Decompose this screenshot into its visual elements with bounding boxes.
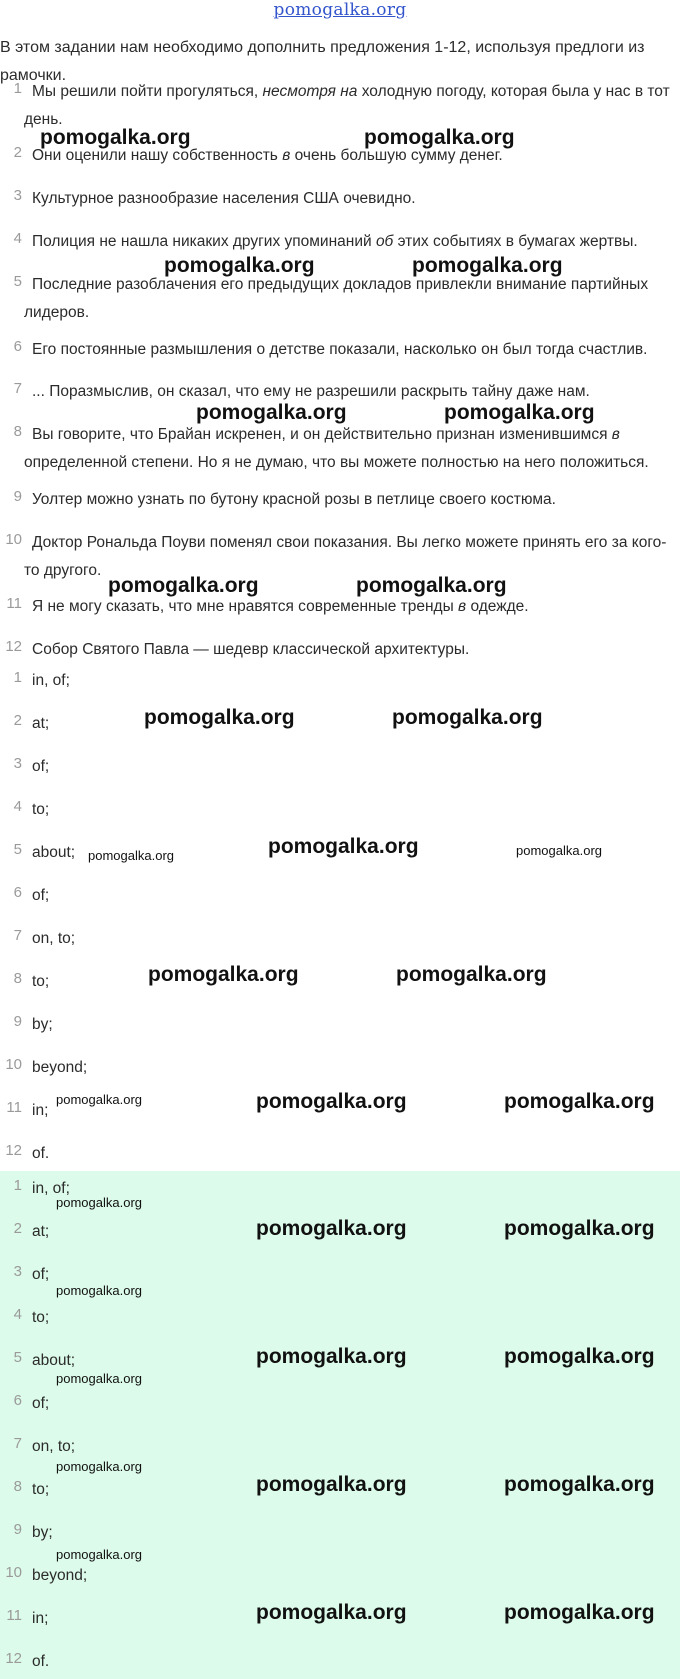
sentence-text	[24, 421, 670, 477]
watermark: pomogalka.org	[356, 574, 507, 597]
answer-text: of.	[32, 1145, 50, 1162]
answer-text: of;	[32, 1266, 50, 1283]
answer-text: in, of;	[32, 672, 70, 689]
sentence-text	[32, 486, 678, 514]
watermark: pomogalka.org	[56, 1459, 142, 1474]
answer-number: 3	[13, 755, 22, 772]
answer-text: on, to;	[32, 930, 76, 947]
answer-number: 7	[13, 927, 22, 944]
answer-text: at;	[32, 715, 50, 732]
watermark: pomogalka.org	[364, 126, 515, 149]
sentence-text-part: Доктор Рональда Поуви поменял свои показания. Вы легко можете принять его за кого-то другого.	[24, 534, 667, 579]
answer-number: 12	[5, 1650, 22, 1667]
answer-number: 4	[13, 798, 22, 815]
watermark: pomogalka.org	[412, 254, 563, 277]
answer-number: 10	[5, 1056, 22, 1073]
answer-number: 2	[13, 1220, 22, 1237]
answer-text: about;	[32, 844, 76, 861]
sentence-text-part: одежде.	[466, 598, 529, 615]
watermark: pomogalka.org	[516, 843, 602, 858]
watermark: pomogalka.org	[256, 1601, 407, 1624]
sentence-number: 11	[6, 595, 22, 612]
watermark: pomogalka.org	[56, 1371, 142, 1386]
watermark: pomogalka.org	[108, 574, 259, 597]
answer-text: of.	[32, 1653, 50, 1670]
answer-text: to;	[32, 973, 50, 990]
answer-number: 6	[13, 1392, 22, 1409]
answer-number: 11	[6, 1607, 22, 1624]
watermark: pomogalka.org	[256, 1217, 407, 1240]
sentence-text-part: Я не могу сказать, что мне нравятся современные тренды	[32, 598, 459, 615]
site-header[interactable]	[0, 0, 680, 20]
watermark: pomogalka.org	[144, 706, 295, 729]
sentence-number: 7	[13, 380, 22, 397]
watermark: pomogalka.org	[88, 848, 174, 863]
sentence-emphasis: об	[375, 233, 394, 250]
watermark: pomogalka.org	[56, 1547, 142, 1562]
answer-text: in;	[32, 1610, 49, 1627]
watermark: pomogalka.org	[256, 1473, 407, 1496]
sentence-text-part: Уолтер можно узнать по бутону красной розы в петлице своего костюма.	[32, 491, 556, 508]
watermark: pomogalka.org	[164, 254, 315, 277]
watermark: pomogalka.org	[504, 1217, 655, 1240]
sentence-text-part: ... Поразмыслив, он сказал, что ему не разрешили раскрыть тайну даже нам.	[32, 383, 590, 400]
answer-number: 7	[13, 1435, 22, 1452]
watermark: pomogalka.org	[40, 126, 191, 149]
answer-number: 1	[13, 1177, 22, 1194]
answer-text: of;	[32, 1395, 50, 1412]
watermark: pomogalka.org	[392, 706, 543, 729]
sentence-text-part: холодную погоду, которая была у нас в тот день.	[24, 83, 670, 128]
sentence-number: 2	[13, 144, 22, 161]
answer-number: 8	[13, 970, 22, 987]
answer-number: 1	[13, 669, 22, 686]
watermark: pomogalka.org	[148, 963, 299, 986]
answer-number: 11	[6, 1099, 22, 1116]
sentence-emphasis: несмотря на	[262, 83, 358, 100]
watermark: pomogalka.org	[196, 401, 347, 424]
watermark: pomogalka.org	[504, 1473, 655, 1496]
sentence-number: 4	[13, 230, 22, 247]
sentence-emphasis: в	[458, 598, 467, 615]
watermark: pomogalka.org	[256, 1345, 407, 1368]
answer-number: 10	[5, 1564, 22, 1581]
answer-text: in;	[32, 1102, 49, 1119]
watermark: pomogalka.org	[504, 1601, 655, 1624]
answer-text: by;	[32, 1016, 53, 1033]
answer-text: on, to;	[32, 1438, 76, 1455]
sentence-text-part: очень большую сумму денег.	[290, 147, 503, 164]
sentence-number: 1	[13, 80, 22, 97]
watermark: pomogalka.org	[256, 1090, 407, 1113]
sentence-text-part: Они оценили нашу собственность	[32, 147, 283, 164]
sentence-text	[32, 636, 678, 664]
answer-number: 2	[13, 712, 22, 729]
answer-number: 5	[13, 841, 22, 858]
sentence-text-part: Полиция не нашла никаких других упоминаний	[32, 233, 376, 250]
answer-text: to;	[32, 1309, 50, 1326]
sentence-number: 3	[13, 187, 22, 204]
watermark: pomogalka.org	[268, 835, 419, 858]
sentence-text-part: определенной степени. Но я не думаю, что вы можете полностью на него положиться.	[24, 454, 649, 471]
answer-number: 3	[13, 1263, 22, 1280]
watermark: pomogalka.org	[504, 1345, 655, 1368]
sentence-text	[24, 271, 670, 327]
sentence-number: 5	[13, 273, 22, 290]
sentence-number: 9	[13, 488, 22, 505]
answer-number: 5	[13, 1349, 22, 1366]
sentence-text-part: Культурное разнообразие населения США очевидно.	[32, 190, 416, 207]
sentence-number: 6	[13, 338, 22, 355]
answer-number: 9	[13, 1013, 22, 1030]
sentence-text-part: Вы говорите, что Брайан искренен, и он действительно признан изменившимся	[32, 426, 612, 443]
sentence-number: 10	[5, 531, 22, 548]
sentence-text-part: Его постоянные размышления о детстве показали, насколько он был тогда счастлив.	[32, 341, 648, 358]
watermark: pomogalka.org	[56, 1092, 142, 1107]
sentence-text-part: Собор Святого Павла — шедевр классической архитектуры.	[32, 641, 470, 658]
site-link[interactable]: pomogalka.org	[273, 0, 407, 20]
watermark: pomogalka.org	[56, 1283, 142, 1298]
answer-number: 6	[13, 884, 22, 901]
answer-text: to;	[32, 1481, 50, 1498]
answer-text: about;	[32, 1352, 76, 1369]
answer-text: at;	[32, 1223, 50, 1240]
answer-text: beyond;	[32, 1059, 88, 1076]
answer-number: 9	[13, 1521, 22, 1538]
watermark: pomogalka.org	[396, 963, 547, 986]
watermark: pomogalka.org	[56, 1195, 142, 1210]
answer-text: of;	[32, 887, 50, 904]
task-intro: В этом задании нам необходимо дополнить предложения 1-12, используя предлоги из рамочки.	[0, 39, 645, 84]
watermark: pomogalka.org	[504, 1090, 655, 1113]
answer-text: beyond;	[32, 1567, 88, 1584]
answer-text: by;	[32, 1524, 53, 1541]
answer-number: 12	[5, 1142, 22, 1159]
sentence-number: 8	[13, 423, 22, 440]
answer-text: of;	[32, 758, 50, 775]
answer-text: in, of;	[32, 1180, 70, 1197]
sentence-text-part: этих событиях в бумагах жертвы.	[393, 233, 638, 250]
sentence-text	[32, 185, 678, 213]
sentence-text-part: Последние разоблачения его предыдущих докладов привлекли внимание партийных лидеров.	[24, 276, 649, 321]
sentence-text-part: Мы решили пойти прогуляться,	[32, 83, 263, 100]
sentence-emphasis: в	[282, 147, 291, 164]
sentence-number: 12	[5, 638, 22, 655]
sentence-emphasis: в	[611, 426, 620, 443]
answer-number: 4	[13, 1306, 22, 1323]
answer-number: 8	[13, 1478, 22, 1495]
watermark: pomogalka.org	[444, 401, 595, 424]
sentence-text	[32, 336, 678, 364]
sentence-text	[32, 228, 678, 256]
answer-text: to;	[32, 801, 50, 818]
